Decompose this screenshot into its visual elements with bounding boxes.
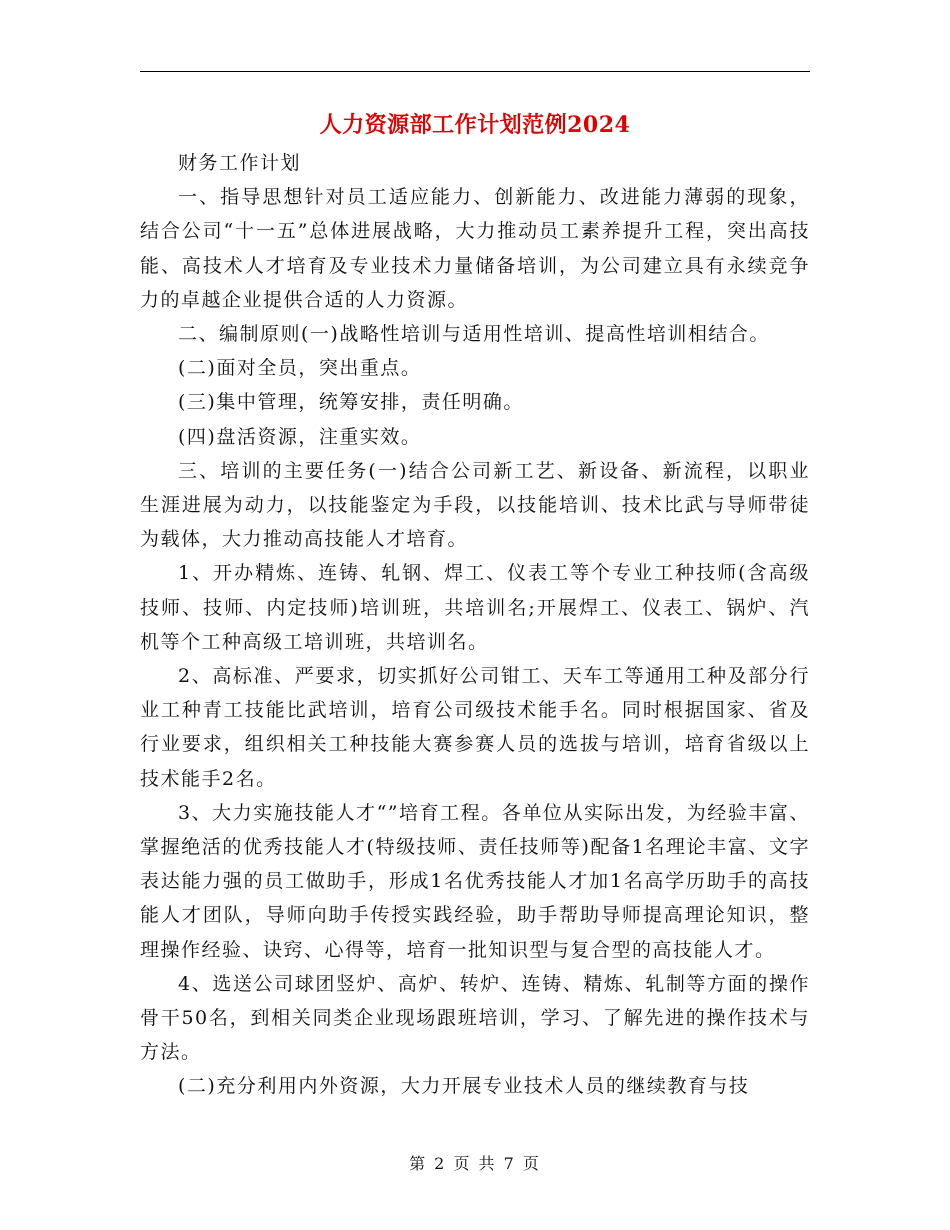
- document-body: [140, 146, 810, 1104]
- header-rule: [140, 71, 810, 72]
- paragraph-main-tasks: 三、培训的主要任务(一)结合公司新工艺、新设备、新流程，以职业生涯进展为动力，以技能鉴定为手段，以技能培训、技术比武与导师带徒为载体，大力推动高技能人才培育。: [140, 459, 810, 551]
- paragraph-guiding-ideology: 一、指导思想针对员工适应能力、创新能力、改进能力薄弱的现象，结合公司“十一五”总体进展战略，大力推动员工素养提升工程，突出高技能、高技术人才培育及专业技术力量储备培训，为公司建立具有永续竞争力的卓越企业提供合适的人力资源。: [140, 186, 810, 311]
- paragraph-item-1: 1、开办精炼、连铸、轧钢、焊工、仪表工等个专业工种技师(含高级技师、技师、内定技师)培训班，共培训名;开展焊工、仪表工、锅炉、汽机等个工种高级工培训班，共培训名。: [140, 562, 810, 653]
- paragraph-principle-1: 二、编制原则(一)战略性培训与适用性培训、提高性培训相结合。: [178, 323, 770, 346]
- paragraph-item-2: 2、高标准、严要求，切实抓好公司钳工、天车工等通用工种及部分行业工种青工技能比武培训，培育公司级技术能手名。同时根据国家、省及行业要求，组织相关工种技能大赛参赛人员的选拔与培训，培育省级以上技术能手2名。: [140, 665, 810, 790]
- paragraph-principle-3: (三)集中管理，统筹安排，责任明确。: [178, 391, 524, 414]
- page-number-footer: 第 2 页 共 7 页: [409, 1154, 541, 1173]
- paragraph-principle-4: (四)盘活资源，注重实效。: [178, 425, 422, 448]
- paragraph-continuing-education: (二)充分利用内外资源，大力开展专业技术人员的继续教育与技: [178, 1075, 750, 1098]
- document-title: 人力资源部工作计划范例2024: [319, 112, 631, 138]
- paragraph-item-4: 4、选送公司球团竖炉、高炉、转炉、连铸、精炼、轧制等方面的操作骨干50名，到相关同类企业现场跟班培训，学习、了解先进的操作技术与方法。: [140, 972, 810, 1064]
- paragraph-item-3: 3、大力实施技能人才“”培育工程。各单位从实际出发，为经验丰富、掌握绝活的优秀技能人才(特级技师、责任技师等)配备1名理论丰富、文字表达能力强的员工做助手，形成1名优秀技能人才加1名高学历助手的高技能人才团队，导师向助手传授实践经验，助手帮助导师提高理论知识，整理操作经验、诀窍、心得等，培育一批知识型与复合型的高技能人才。: [140, 801, 810, 961]
- paragraph-section-heading: 财务工作计划: [178, 152, 302, 174]
- paragraph-principle-2: (二)面对全员，突出重点。: [178, 357, 422, 380]
